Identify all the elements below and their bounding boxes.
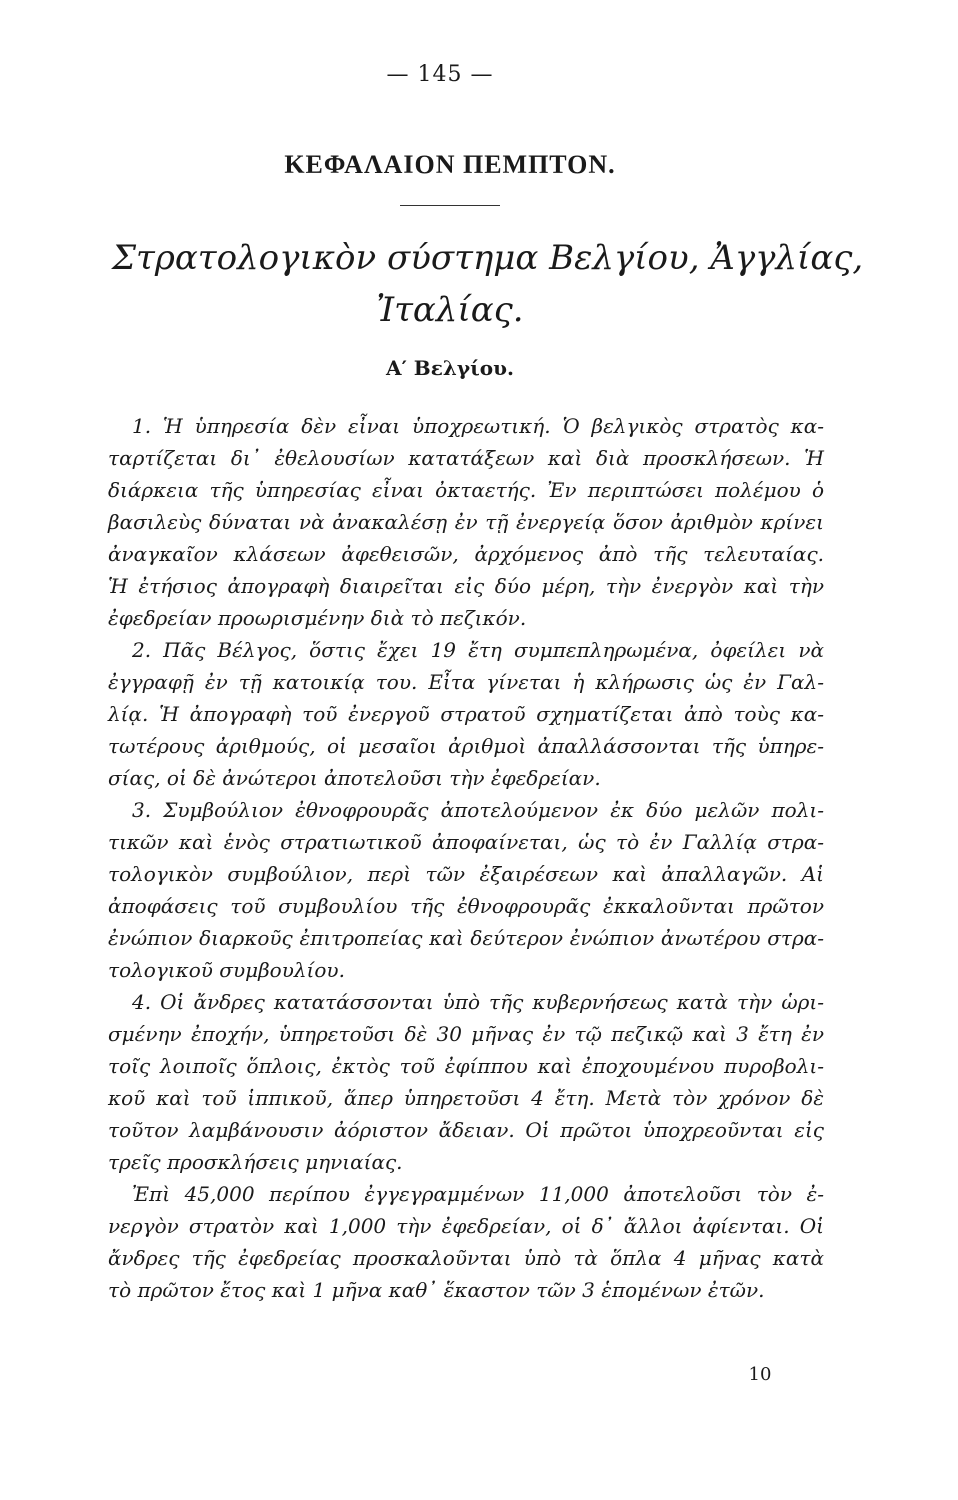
heading-divider (400, 205, 500, 206)
chapter-title-line-1: Στρατολογικὸν σύστημα Βελγίου, Ἀγγλίας, (112, 238, 864, 278)
section-heading: Α′ Βελγίου. (386, 356, 514, 380)
text-line: σμένην ἐποχήν, ὑπηρετοῦσι δὲ 30 μῆνας ἐν τῷ πεζικῷ καὶ 3 ἔτη ἐν (108, 1022, 824, 1046)
text-line: ἐφεδρείαν προωρισμένην διὰ τὸ πεζικόν. (108, 606, 527, 630)
text-line: τρεῖς προσκλήσεις μηνιαίας. (108, 1150, 403, 1174)
text-line: τικῶν καὶ ἑνὸς στρατιωτικοῦ ἀποφαίνεται, ὡς τὸ ἐν Γαλλίᾳ στρα- (108, 830, 824, 854)
text-line: τωτέρους ἀριθμούς, οἱ μεσαῖοι ἀριθμοὶ ἀπαλλάσσονται τῆς ὑπηρε- (108, 734, 824, 758)
text-line: τολογικὸν συμβούλιον, περὶ τῶν ἐξαιρέσεων καὶ ἀπαλλαγῶν. Αἱ (108, 862, 824, 886)
text-line: ἐγγραφῇ ἐν τῇ κατοικίᾳ του. Εἶτα γίνεται ἡ κλήρωσις ὡς ἐν Γαλ- (108, 670, 824, 694)
text-line: 3. Συμβούλιον ἐθνοφρουρᾶς ἀποτελούμενον ἐκ δύο μελῶν πολι- (132, 798, 824, 822)
chapter-heading: ΚΕΦΑΛΑΙΟΝ ΠΕΜΠΤΟΝ. (284, 150, 616, 179)
text-line: κοῦ καὶ τοῦ ἱππικοῦ, ἅπερ ὑπηρετοῦσι 4 ἔτη. Μετὰ τὸν χρόνον δὲ (108, 1086, 824, 1110)
text-line: ταρτίζεται δι᾽ ἐθελουσίων κατατάξεων καὶ διὰ προσκλήσεων. Ἡ (108, 446, 824, 470)
text-line: ἀποφάσεις τοῦ συμβουλίου τῆς ἐθνοφρουρᾶς ἐκκαλοῦνται πρῶτον (108, 894, 824, 918)
body-text (108, 410, 824, 1306)
text-line: βασιλεὺς δύναται νὰ ἀνακαλέσῃ ἐν τῇ ἐνεργείᾳ ὅσον ἀριθμὸν κρίνει (108, 510, 824, 534)
page-number: — 145 — (386, 62, 494, 87)
text-line: ἀναγκαῖον κλάσεων ἀφεθεισῶν, ἀρχόμενος ἀπὸ τῆς τελευταίας. (108, 542, 824, 566)
text-line: νεργὸν στρατὸν καὶ 1,000 τὴν ἐφεδρείαν, οἱ δ᾽ ἄλλοι ἀφίενται. Οἱ (108, 1214, 824, 1238)
text-line: 1. Ἡ ὑπηρεσία δὲν εἶναι ὑποχρεωτική. Ὁ βελγικὸς στρατὸς κα- (132, 414, 824, 438)
text-line: σίας, οἱ δὲ ἀνώτεροι ἀποτελοῦσι τὴν ἐφεδρείαν. (108, 766, 601, 790)
text-line: 4. Οἱ ἄνδρες κατατάσσονται ὑπὸ τῆς κυβερνήσεως κατὰ τὴν ὡρι- (132, 990, 824, 1014)
text-line: ἐνώπιον διαρκοῦς ἐπιτροπείας καὶ δεύτερον ἐνώπιον ἀνωτέρου στρα- (108, 926, 824, 950)
text-line: ἄνδρες τῆς ἐφεδρείας προσκαλοῦνται ὑπὸ τὰ ὅπλα 4 μῆνας κατὰ (108, 1246, 824, 1270)
text-line: τὸ πρῶτον ἔτος καὶ 1 μῆνα καθ᾽ ἕκαστον τῶν 3 ἑπομένων ἐτῶν. (108, 1278, 765, 1302)
text-line: 2. Πᾶς Βέλγος, ὅστις ἔχει 19 ἔτη συμπεπληρωμένα, ὀφείλει νὰ (132, 638, 824, 662)
text-line: Ἐπὶ 45,000 περίπου ἐγγεγραμμένων 11,000 ἀποτελοῦσι τὸν ἐ- (132, 1182, 824, 1206)
text-line: τοῦτον λαμβάνουσιν ἀόριστον ἄδειαν. Οἱ πρῶτοι ὑποχρεοῦνται εἰς (108, 1118, 824, 1142)
text-line: τολογικοῦ συμβουλίου. (108, 958, 345, 982)
chapter-title-line-2: Ἰταλίας. (376, 290, 524, 330)
text-line: τοῖς λοιποῖς ὅπλοις, ἐκτὸς τοῦ ἐφίππου καὶ ἐποχουμένου πυροβολι- (108, 1054, 824, 1078)
text-line: Ἡ ἐτήσιος ἀπογραφὴ διαιρεῖται εἰς δύο μέρη, τὴν ἐνεργὸν καὶ τὴν (108, 574, 824, 598)
signature-mark: 10 (748, 1364, 772, 1385)
text-line: διάρκεια τῆς ὑπηρεσίας εἶναι ὀκταετής. Ἐν περιπτώσει πολέμου ὁ (108, 478, 824, 502)
text-line: λίᾳ. Ἡ ἀπογραφὴ τοῦ ἐνεργοῦ στρατοῦ σχηματίζεται ἀπὸ τοὺς κα- (108, 702, 824, 726)
